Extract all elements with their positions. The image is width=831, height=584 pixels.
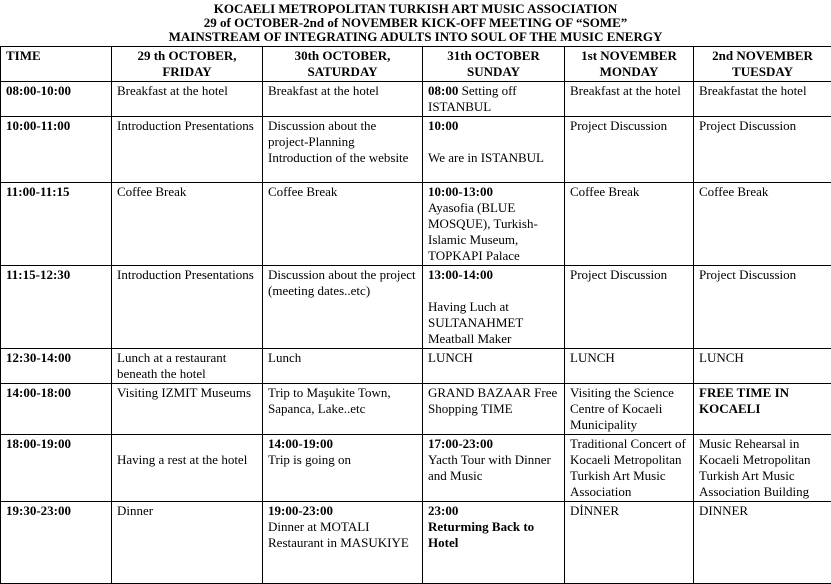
cell-tuesday: DINNER (694, 502, 831, 584)
cell-sunday: 23:00 Returming Back to Hotel (423, 502, 565, 584)
cell-tuesday: FREE TIME IN KOCAELI (694, 384, 831, 435)
cell-friday: Dinner (112, 502, 263, 584)
cell-saturday: Discussion about the project-Planning Introduction of the website (263, 117, 423, 183)
table-row (1, 266, 831, 349)
cell-monday: Breakfast at the hotel (565, 82, 694, 117)
cell-monday: LUNCH (565, 349, 694, 384)
cell-friday: Introduction Presentations (112, 266, 263, 349)
cell-monday: Coffee Break (565, 183, 694, 266)
cell-sunday: 10:00 We are in ISTANBUL (423, 117, 565, 183)
cell-saturday: Coffee Break (263, 183, 423, 266)
cell-monday: Traditional Concert of Kocaeli Metropolitan Turkish Art Music Association (565, 435, 694, 502)
table-row (1, 435, 831, 502)
title-line-3: MAINSTREAM OF INTEGRATING ADULTS INTO SOUL OF THE MUSIC ENERGY (0, 30, 831, 44)
cell-friday: Introduction Presentations (112, 117, 263, 183)
time-cell: 11:15-12:30 (1, 266, 112, 349)
header-friday: 29 th OCTOBER, FRIDAY (112, 47, 263, 82)
cell-monday: Visiting the Science Centre of Kocaeli Municipality (565, 384, 694, 435)
cell-saturday: Trip to Maşukite Town, Sapanca, Lake..etc (263, 384, 423, 435)
time-cell: 11:00-11:15 (1, 183, 112, 266)
header-time: TIME (1, 47, 112, 82)
cell-friday: Breakfast at the hotel (112, 82, 263, 117)
cell-sunday: 08:00 Setting off ISTANBUL (423, 82, 565, 117)
schedule-table (0, 46, 831, 584)
table-row (1, 82, 831, 117)
header-saturday: 30th OCTOBER, SATURDAY (263, 47, 423, 82)
cell-tuesday: Music Rehearsal in Kocaeli Metropolitan Turkish Art Music Association Building (694, 435, 831, 502)
cell-monday: Project Discussion (565, 266, 694, 349)
cell-friday: Visiting IZMIT Museums (112, 384, 263, 435)
cell-saturday: Lunch (263, 349, 423, 384)
header-row (1, 47, 831, 82)
cell-sunday: 17:00-23:00 Yacth Tour with Dinner and Music (423, 435, 565, 502)
table-row (1, 117, 831, 183)
cell-saturday: Discussion about the project (meeting dates..etc) (263, 266, 423, 349)
title-line-1: KOCAELI METROPOLITAN TURKISH ART MUSIC ASSOCIATION (0, 2, 831, 16)
cell-saturday: 19:00-23:00 Dinner at MOTALI Restaurant in MASUKIYE (263, 502, 423, 584)
header-tuesday: 2nd NOVEMBER TUESDAY (694, 47, 831, 82)
cell-tuesday: Coffee Break (694, 183, 831, 266)
time-cell: 14:00-18:00 (1, 384, 112, 435)
cell-sunday: LUNCH (423, 349, 565, 384)
time-cell: 08:00-10:00 (1, 82, 112, 117)
cell-sunday: GRAND BAZAAR Free Shopping TIME (423, 384, 565, 435)
cell-monday: Project Discussion (565, 117, 694, 183)
table-row (1, 502, 831, 584)
time-cell: 18:00-19:00 (1, 435, 112, 502)
cell-tuesday: LUNCH (694, 349, 831, 384)
table-row (1, 349, 831, 384)
cell-friday: Having a rest at the hotel (112, 435, 263, 502)
cell-sunday: 13:00-14:00 Having Luch at SULTANAHMET Meatball Maker (423, 266, 565, 349)
table-row (1, 183, 831, 266)
document-title (0, 0, 831, 44)
title-line-2: 29 of OCTOBER-2nd of NOVEMBER KICK-OFF MEETING OF “SOME” (0, 16, 831, 30)
cell-tuesday: Project Discussion (694, 266, 831, 349)
cell-monday: DİNNER (565, 502, 694, 584)
cell-tuesday: Project Discussion (694, 117, 831, 183)
time-cell: 12:30-14:00 (1, 349, 112, 384)
cell-friday: Lunch at a restaurant beneath the hotel (112, 349, 263, 384)
header-monday: 1st NOVEMBER MONDAY (565, 47, 694, 82)
cell-saturday: Breakfast at the hotel (263, 82, 423, 117)
time-cell: 10:00-11:00 (1, 117, 112, 183)
header-sunday: 31th OCTOBER SUNDAY (423, 47, 565, 82)
time-cell: 19:30-23:00 (1, 502, 112, 584)
table-row (1, 384, 831, 435)
cell-friday: Coffee Break (112, 183, 263, 266)
cell-tuesday: Breakfastat the hotel (694, 82, 831, 117)
cell-sunday: 10:00-13:00 Ayasofia (BLUE MOSQUE), Turkish-Islamic Museum, TOPKAPI Palace (423, 183, 565, 266)
cell-saturday: 14:00-19:00 Trip is going on (263, 435, 423, 502)
